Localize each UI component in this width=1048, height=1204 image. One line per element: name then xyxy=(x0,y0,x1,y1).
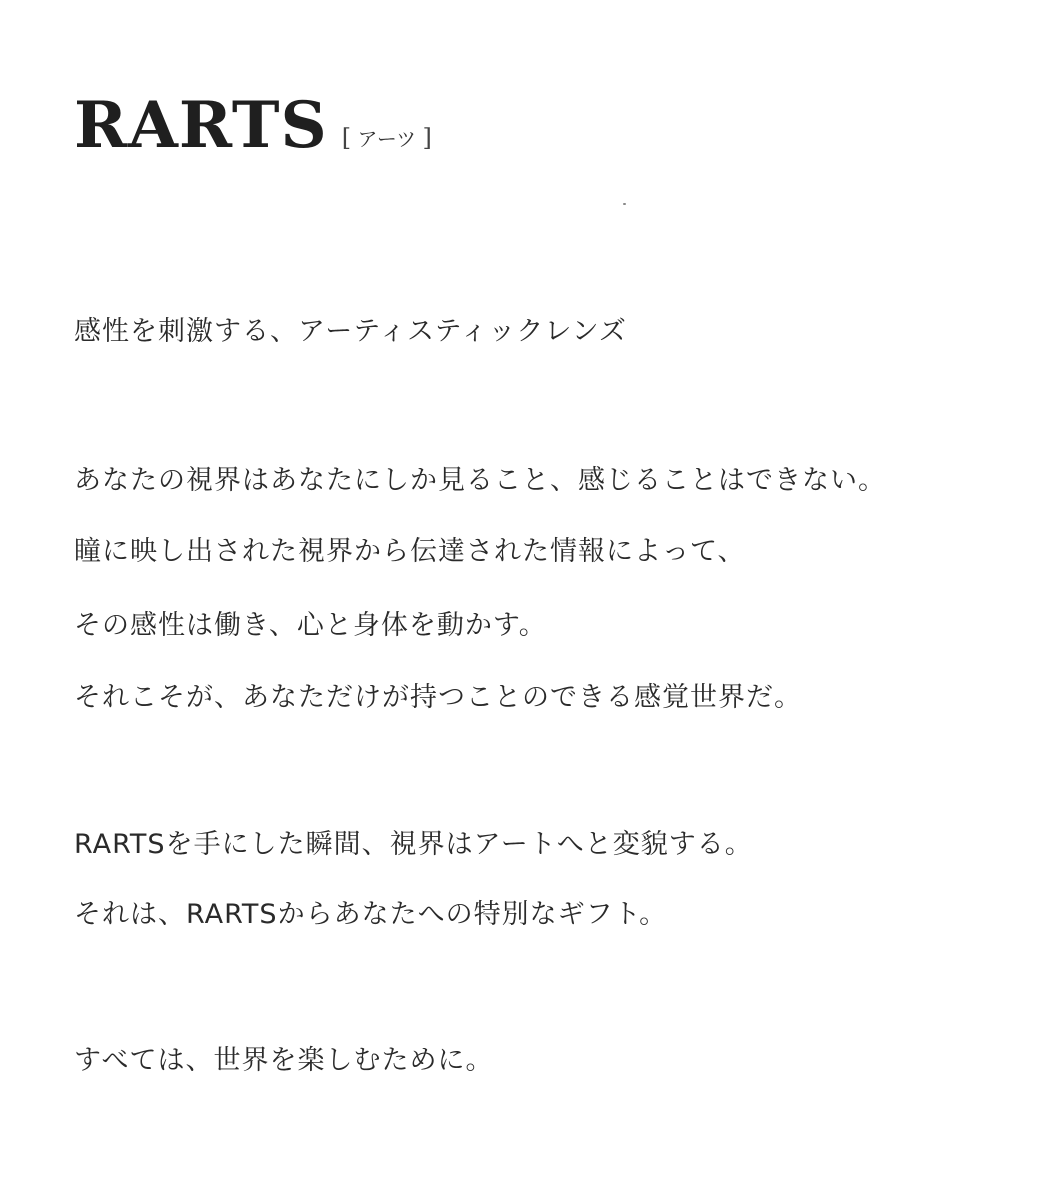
scan-speck xyxy=(623,203,626,205)
reading-bracket-close: ] xyxy=(422,124,432,152)
closing-line: すべては、世界を楽しむために。 xyxy=(74,1045,494,1076)
paragraph2-line2: それは、RARTSからあなたへの特別なギフト。 xyxy=(74,899,668,930)
paragraph1-line2: 瞳に映し出された視界から伝達された情報によって、 xyxy=(74,536,746,567)
reading-bracket-open: [ xyxy=(341,124,352,152)
brand-header xyxy=(74,88,432,163)
paragraph1-line4: それこそが、あなただけが持つことのできる感覚世界だ。 xyxy=(74,682,802,713)
brand-logo: RARTS xyxy=(74,88,328,163)
paragraph2-line1: RARTSを手にした瞬間、視界はアートへと変貌する。 xyxy=(74,829,753,860)
paragraph1-line1: あなたの視界はあなたにしか見ること、感じることはできない。 xyxy=(74,465,886,496)
reading-text: アーツ xyxy=(357,127,417,151)
paragraph1-line3: その感性は働き、心と身体を動かす。 xyxy=(74,610,547,641)
brand-reading xyxy=(342,126,432,150)
tagline: 感性を刺激する、アーティスティックレンズ xyxy=(74,316,627,347)
